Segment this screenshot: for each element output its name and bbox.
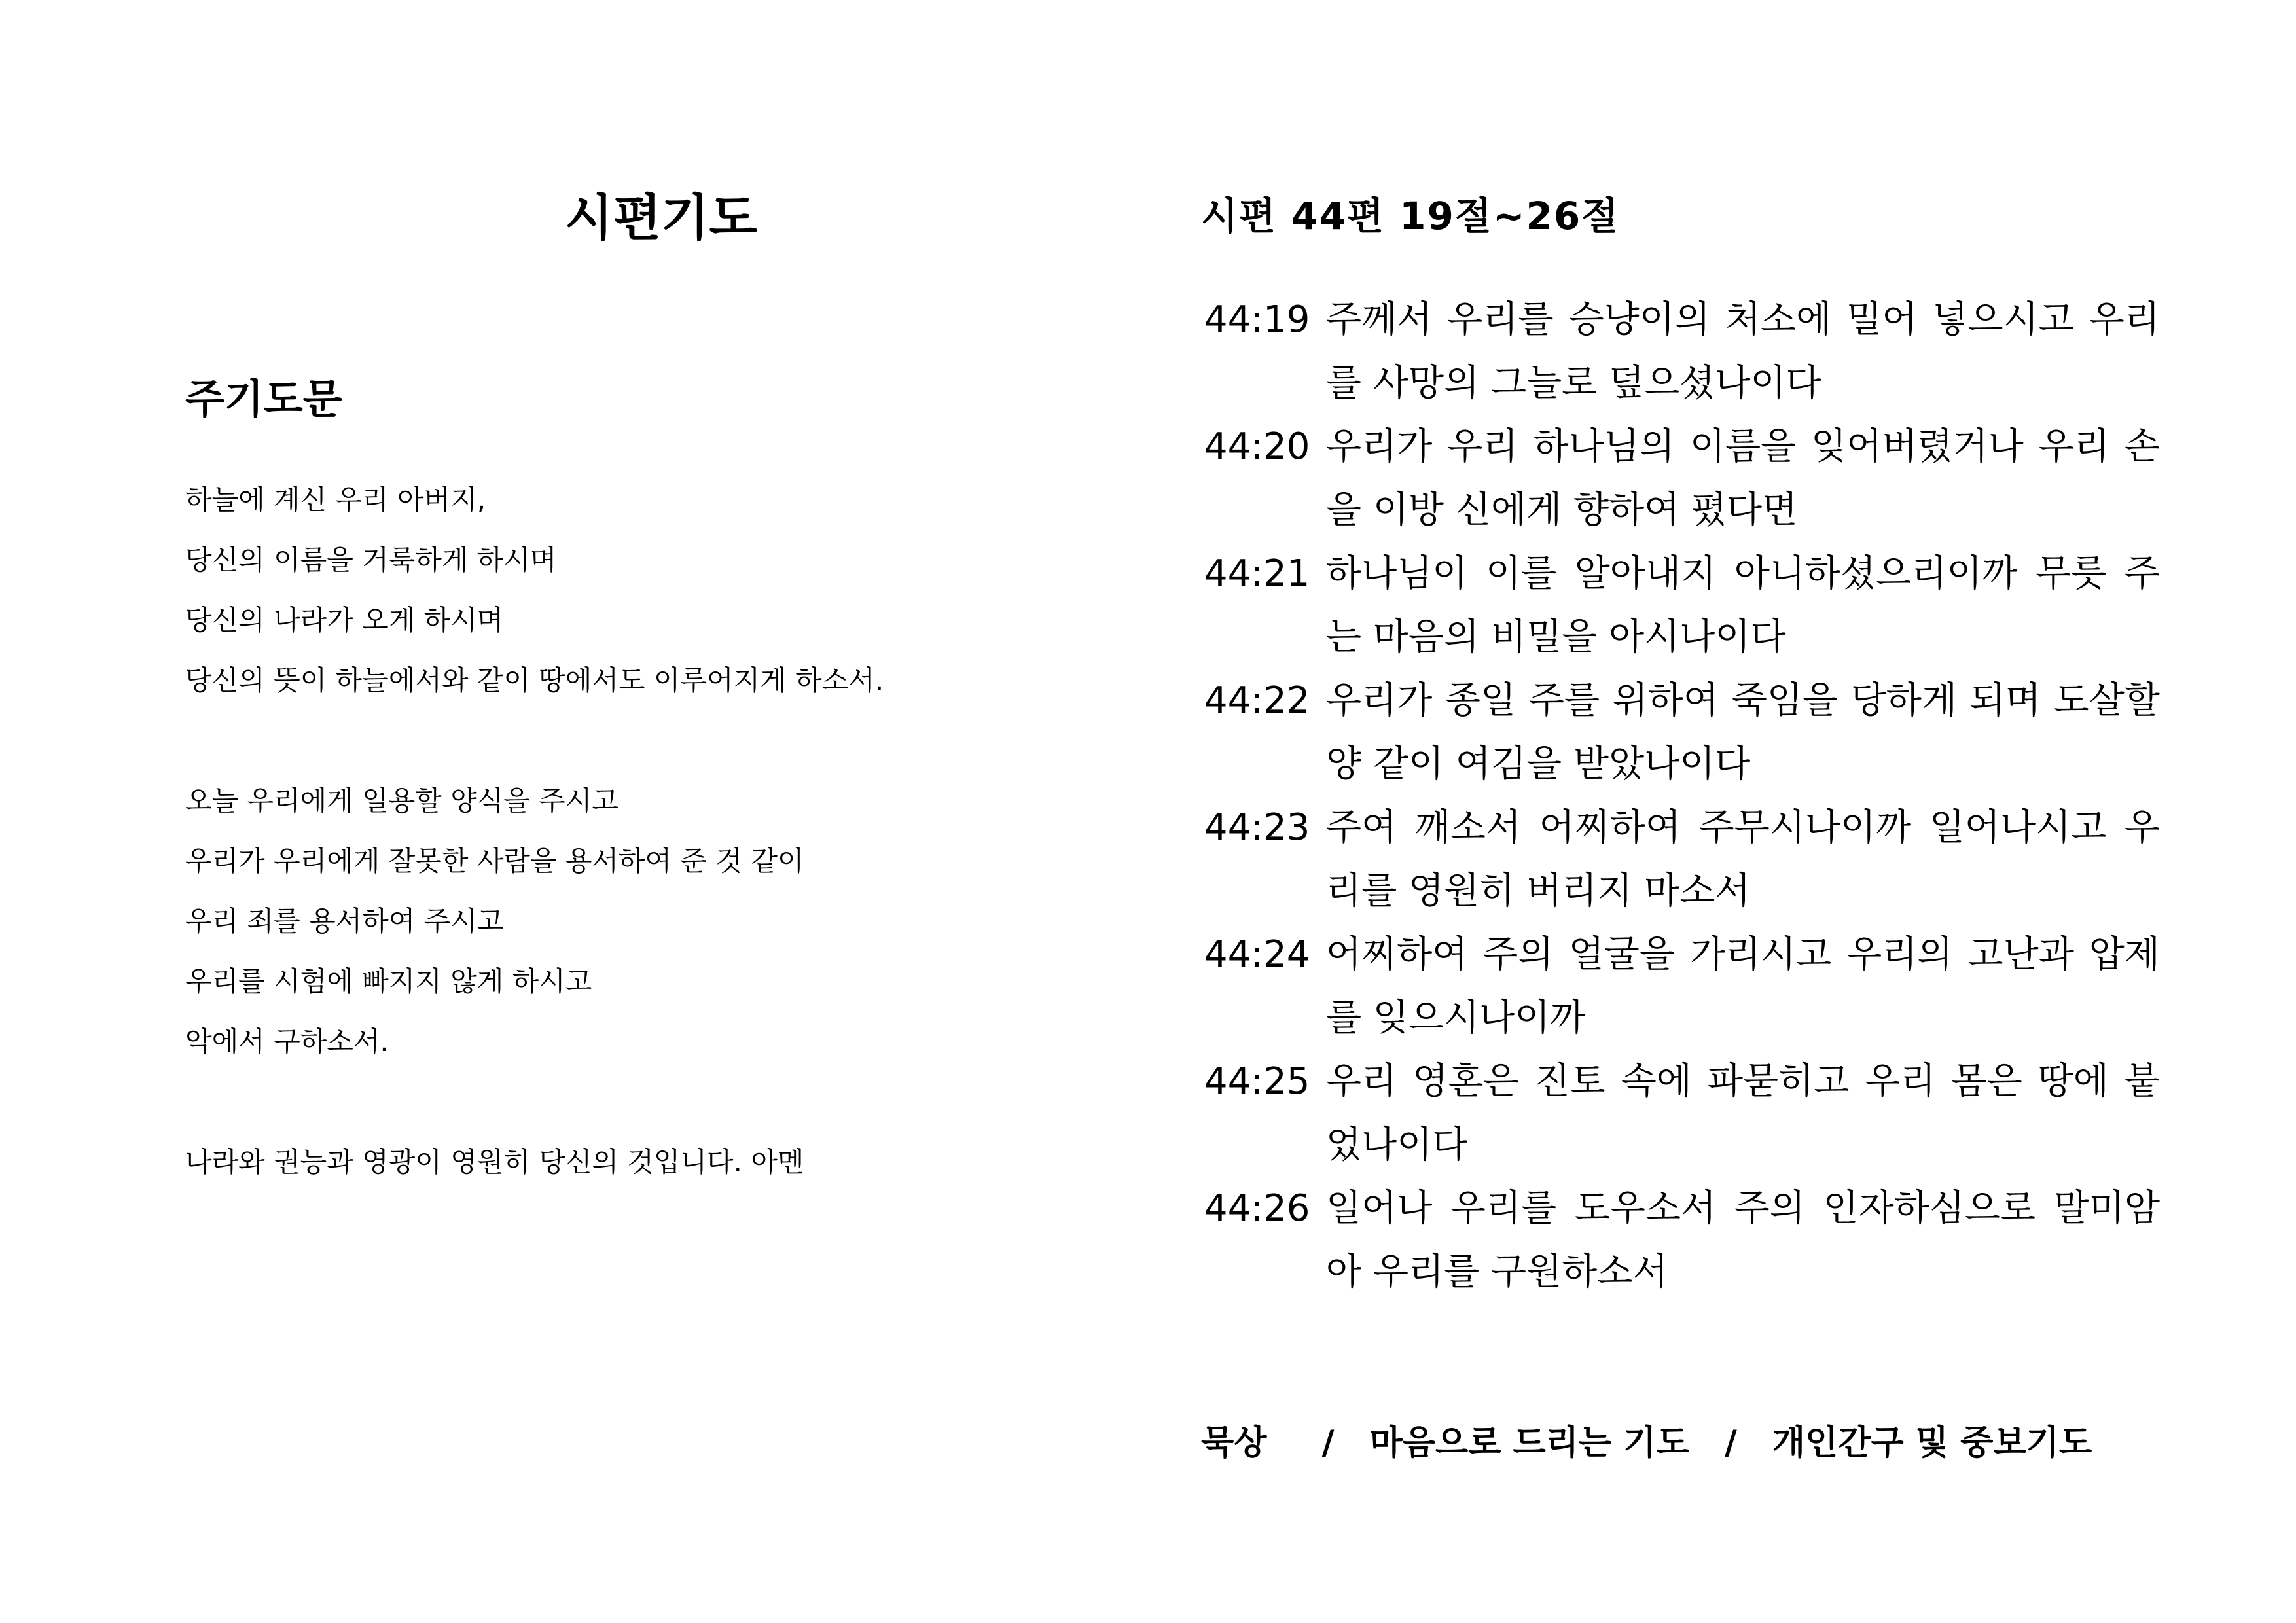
verse: [1204, 923, 2160, 1050]
verse-number: 44:22: [1204, 679, 1310, 722]
verse-number: 44:24: [1204, 933, 1310, 976]
verse-number: 44:26: [1204, 1187, 1310, 1230]
prayer-line: 오늘 우리에게 일용할 양식을 주시고: [185, 785, 619, 817]
verse: [1204, 542, 2160, 669]
prayer-line: 당신의 뜻이 하늘에서와 같이 땅에서도 이루어지게 하소서.: [185, 664, 884, 696]
verse-text: 어찌하여 주의 얼굴을 가리시고 우리의 고난과 압제를 잊으시나이까: [1326, 933, 2160, 1039]
verse: [1204, 1050, 2160, 1177]
prayer-blank-line: [185, 1072, 1115, 1132]
verse-number: 44:19: [1204, 298, 1310, 341]
prayer-line: 당신의 이름을 거룩하게 하시며: [185, 544, 557, 576]
order-item-meditation: 묵상: [1201, 1423, 1267, 1463]
lords-prayer-text: [185, 470, 1115, 1192]
psalm-reference: 시편 44편 19절~26절: [1201, 194, 1620, 238]
prayer-line: 우리를 시험에 빠지지 않게 하시고: [185, 965, 592, 997]
verse-number: 44:23: [1204, 806, 1310, 849]
order-separator: /: [1724, 1423, 1737, 1463]
prayer-line: 나라와 권능과 영광이 영원히 당신의 것입니다. 아멘: [185, 1146, 804, 1178]
prayer-line: 하늘에 계신 우리 아버지,: [185, 484, 486, 516]
prayer-line: 당신의 나라가 오게 하시며: [185, 604, 504, 636]
order-item-intercession: 개인간구 및 중보기도: [1772, 1423, 2092, 1463]
prayer-line: 악에서 구하소서.: [185, 1026, 389, 1058]
verse: [1204, 669, 2160, 796]
prayer-blank-line: [185, 711, 1115, 771]
verse-text: 주께서 우리를 승냥이의 처소에 밀어 넣으시고 우리를 사망의 그늘로 덮으셨나이다: [1326, 298, 2160, 404]
verse-text: 주여 깨소서 어찌하여 주무시나이까 일어나시고 우리를 영원히 버리지 마소서: [1326, 806, 2160, 912]
verse-text: 하나님이 이를 알아내지 아니하셨으리이까 무릇 주는 마음의 비밀을 아시나이다: [1326, 552, 2160, 658]
verse-text: 우리가 종일 주를 위하여 죽임을 당하게 되며 도살할 양 같이 여김을 받았나이다: [1326, 679, 2160, 785]
verse: [1204, 415, 2160, 542]
lords-prayer-heading: 주기도문: [185, 375, 342, 423]
psalm-verses: [1204, 288, 2160, 1304]
verse-number: 44:20: [1204, 425, 1310, 468]
verse-text: 우리가 우리 하나님의 이름을 잊어버렸거나 우리 손을 이방 신에게 향하여 폈다면: [1326, 425, 2160, 531]
verse: [1204, 288, 2160, 415]
verse: [1204, 796, 2160, 923]
verse-text: 일어나 우리를 도우소서 주의 인자하심으로 말미암아 우리를 구원하소서: [1326, 1187, 2160, 1293]
prayer-line: 우리가 우리에게 잘못한 사람을 용서하여 준 것 같이: [185, 845, 804, 877]
order-item-heart-prayer: 마음으로 드리는 기도: [1369, 1423, 1689, 1463]
prayer-line: 우리 죄를 용서하여 주시고: [185, 905, 504, 937]
order-separator: /: [1321, 1423, 1335, 1463]
verse-number: 44:21: [1204, 552, 1310, 595]
page-title: 시편기도: [565, 188, 757, 247]
verse-number: 44:25: [1204, 1060, 1310, 1103]
verse-text: 우리 영혼은 진토 속에 파묻히고 우리 몸은 땅에 붙었나이다: [1326, 1060, 2160, 1166]
worship-order: [1201, 1414, 2092, 1472]
verse: [1204, 1177, 2160, 1304]
